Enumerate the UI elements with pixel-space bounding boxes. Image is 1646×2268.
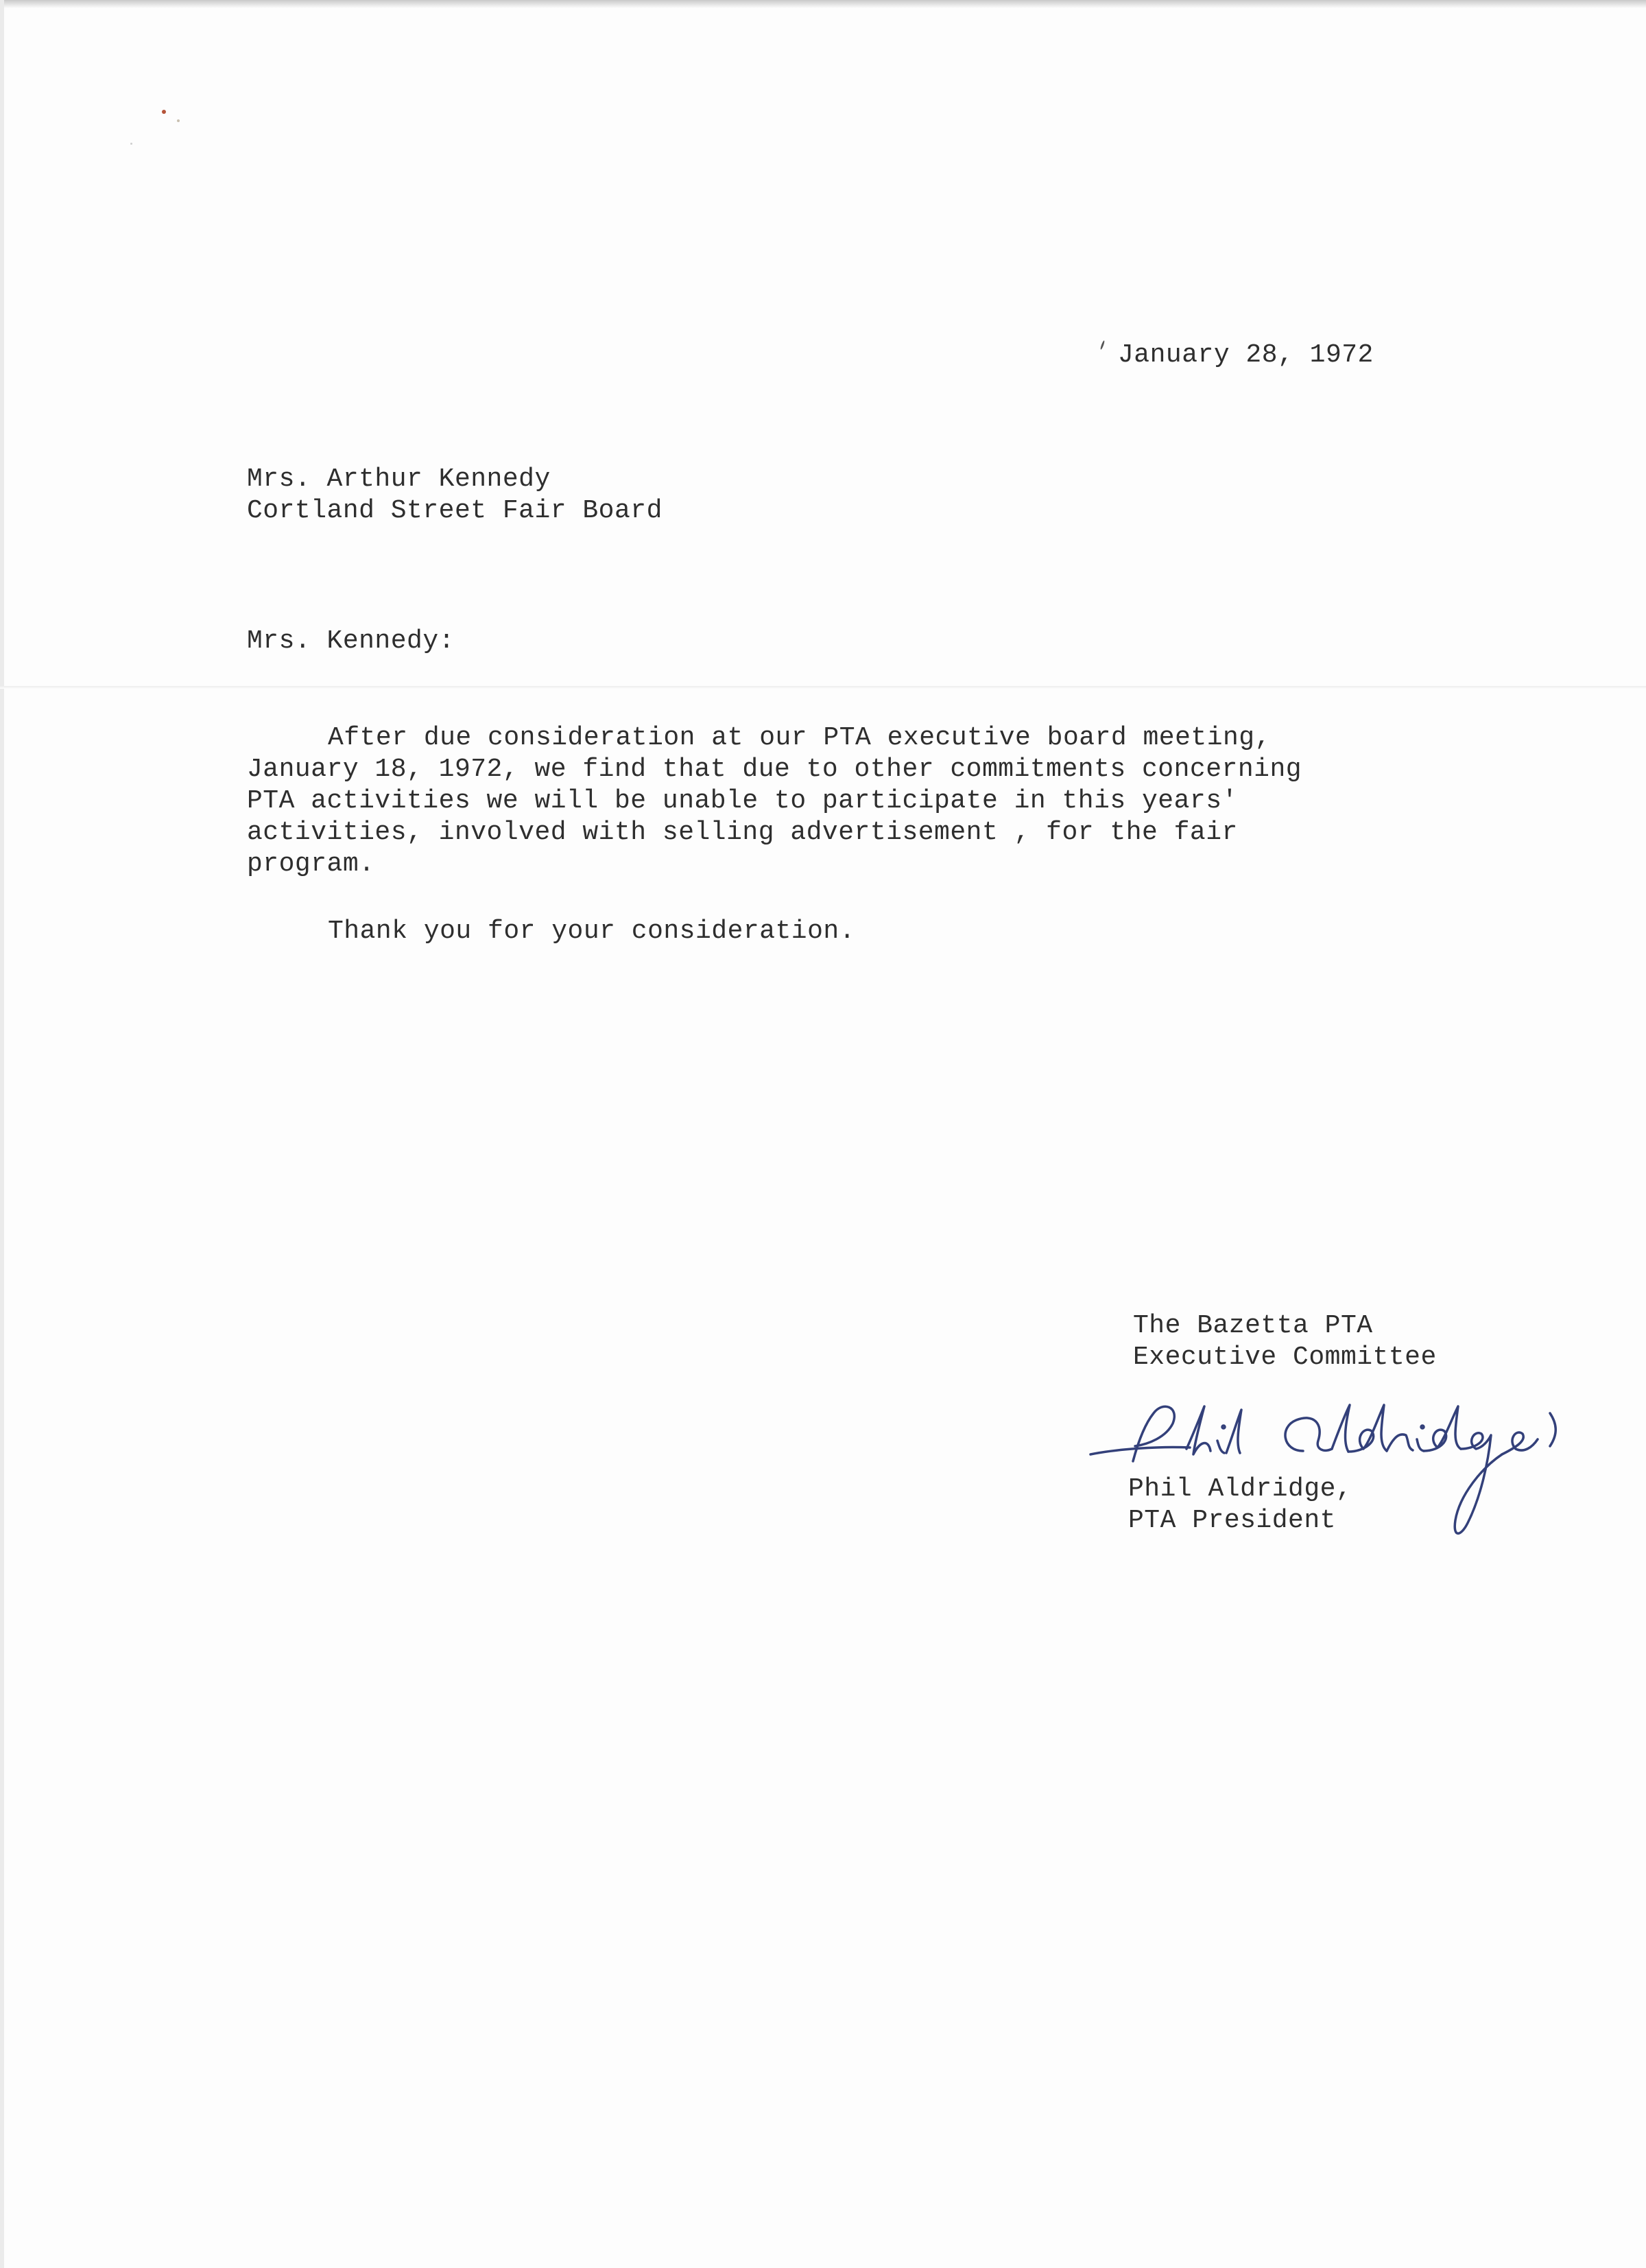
paper-fold-line — [0, 686, 1646, 689]
recipient-name: Mrs. Arthur Kennedy — [247, 464, 551, 494]
body-line: After due consideration at our PTA executive board meeting, — [328, 723, 1271, 753]
paper-speck — [162, 110, 166, 114]
recipient-organization: Cortland Street Fair Board — [247, 496, 663, 525]
body-line: January 18, 1972, we find that due to other commitments concerning — [247, 755, 1302, 784]
sender-name: Phil Aldridge, — [1128, 1474, 1352, 1504]
body-line: PTA activities we will be unable to participate in this years' — [247, 786, 1238, 816]
sender-title: PTA President — [1128, 1506, 1336, 1535]
sender-committee: Executive Committee — [1133, 1343, 1437, 1372]
body-line: program. — [247, 849, 375, 879]
paper-speck — [1100, 340, 1106, 350]
closing-line: Thank you for your consideration. — [328, 917, 856, 946]
sender-organization: The Bazetta PTA — [1133, 1311, 1373, 1340]
paper-top-edge — [0, 0, 1646, 8]
body-line: activities, involved with selling advertisement , for the fair — [247, 818, 1238, 847]
letter-date: January 28, 1972 — [1118, 340, 1374, 370]
paper-left-edge — [0, 0, 4, 2268]
paper-speck — [130, 143, 132, 145]
salutation: Mrs. Kennedy: — [247, 626, 455, 656]
paper-speck — [177, 119, 180, 122]
